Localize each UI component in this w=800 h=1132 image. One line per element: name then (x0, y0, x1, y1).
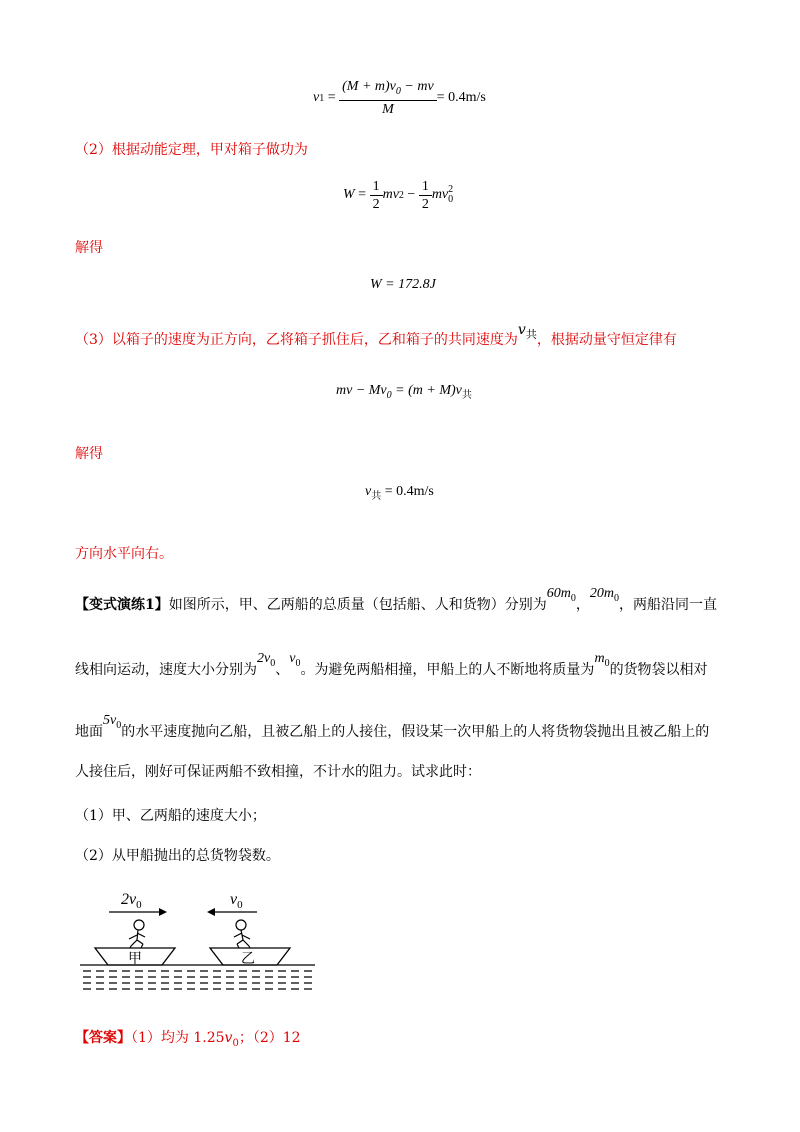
eq-w-half-2-num: 1 (419, 178, 432, 196)
problem-v1-sub: 0 (270, 657, 276, 669)
problem-line-2 (75, 651, 708, 686)
part3-var: v (517, 322, 526, 338)
eq-momentum-lhs-sub: 0 (386, 389, 392, 401)
eq-vgong-lhs: v (365, 484, 372, 499)
problem-m2: 20m (589, 586, 614, 601)
eq-w-minus: − (403, 187, 419, 202)
problem-line1-b: ，两船沿同一直 (619, 597, 717, 613)
problem-v1: 2v (257, 651, 271, 666)
eq-vgong-lhs-sub: 共 (371, 490, 382, 502)
problem-v2: v (289, 651, 296, 666)
eq-w-lhs: W (343, 187, 355, 202)
problem-v2-sub: 0 (295, 657, 301, 669)
eq-w-half-2-den: 2 (421, 196, 429, 212)
eq-v1-den: M (382, 101, 394, 117)
problem-line-4: 人接住后，刚好可保证两船不致相撞，不计水的阻力。试求此时： (75, 764, 481, 780)
answer-var: v (224, 1030, 233, 1046)
problem-line3-a: 地面 (75, 724, 103, 740)
eq-v1-num: (M + m)v (342, 79, 396, 95)
left-person-icon (129, 920, 145, 948)
right-boat-label: 乙 (241, 951, 255, 967)
answer-var-sub: 0 (232, 1037, 239, 1049)
problem-m1-sub: 0 (570, 592, 576, 604)
problem-line-1 (75, 586, 717, 621)
eq-w-term2-sup: 2 (448, 184, 454, 195)
problem-v3: 5v (103, 713, 117, 728)
eq-w-half-1-den: 2 (372, 196, 380, 212)
eq-v1-fraction (339, 78, 437, 118)
problem-comma: ， (575, 597, 590, 613)
right-person-icon (234, 920, 250, 948)
part2-text: （2）根据动能定理，甲对箱子做功为 (75, 142, 308, 158)
eq-momentum-lhs: mv − Mv (336, 383, 387, 398)
eq-momentum-rhs: = (m + M)v (391, 383, 462, 398)
problem-label: 【变式演练1】 (75, 597, 169, 613)
equation-momentum (336, 383, 472, 401)
answer-line (75, 1028, 301, 1054)
equation-v1: v 1 = $\frac{(M + m)v_0 - mv}{M}$ = 0.4m/s (313, 79, 486, 117)
problem-line3-b: 的水平速度抛向乙船，且被乙船上的人接住，假设某一次甲船上的人将货物袋抛出且被乙船上的 (121, 724, 710, 740)
eq-v1-lhs: v (313, 90, 320, 105)
right-speed-label: $v_0$ (230, 891, 243, 911)
part3-before: （3）以箱子的速度为正方向，乙将箱子抓住后，乙和箱子的共同速度为 (75, 332, 518, 348)
eq-w-term2: mv (431, 187, 449, 202)
eq-w-half-1-num: 1 (370, 178, 383, 196)
left-boat-label: 甲 (128, 951, 142, 967)
equation-work: W = $\frac{1}{2}$ mv 2 − $\frac{1}{2}$ mv 2 0 (343, 178, 454, 212)
direction-text: 方向水平向右。 (75, 546, 173, 562)
eq-momentum-rhs-sub: 共 (461, 389, 472, 401)
part3-text (75, 322, 677, 355)
left-speed-label: $2v_0$ (121, 891, 142, 911)
eq-w-half-2 (419, 178, 432, 213)
equation-work-value: W = 172.8J (370, 277, 436, 292)
problem-m2-sub: 0 (614, 592, 619, 604)
eq-w-term1: mv (382, 187, 399, 202)
problem-line1-a: 如图所示，甲、乙两船的总质量（包括船、人和货物）分别为 (168, 597, 547, 613)
part3-after: ，根据动量守恒定律有 (536, 332, 677, 348)
problem-sep: 、 (275, 662, 290, 678)
right-arrow-icon (207, 908, 257, 916)
answer-label: 【答案】 (75, 1030, 131, 1046)
question-1: （1）甲、乙两船的速度大小； (75, 808, 266, 824)
problem-m0: m (594, 651, 605, 666)
solve2-label: 解得 (75, 446, 103, 462)
eq-w-term2-sub: 0 (448, 194, 454, 205)
water-icon (80, 965, 315, 989)
answer-text-b: ；（2）12 (238, 1030, 301, 1046)
problem-line-3 (75, 713, 710, 748)
eq-vgong-rhs: = 0.4m/s (381, 484, 434, 499)
boats-figure (75, 880, 325, 1000)
solve1-label: 解得 (75, 240, 103, 256)
eq-w-half-1 (370, 178, 383, 213)
eq-v1-lhs-sub: 1 (319, 92, 325, 104)
eq-v1-rhs: = 0.4m/s (436, 90, 486, 105)
problem-m1: 60m (546, 586, 571, 601)
answer-text-a: （1）均为 1.25 (131, 1030, 225, 1046)
problem-v3-sub: 0 (116, 719, 122, 731)
eq-v1-num-tail: − mv (400, 79, 434, 95)
problem-line2-b: 。为避免两船相撞，甲船上的人不断地将质量为 (300, 662, 595, 678)
eq-w-term1-sup: 2 (398, 189, 404, 201)
question-2: （2）从甲船抛出的总货物袋数。 (75, 848, 280, 864)
part3-var-sub: 共 (525, 327, 537, 341)
eq-v1-num-sub: 0 (395, 85, 401, 97)
problem-line2-c: 的货物袋以相对 (609, 662, 708, 678)
equation-vgong (365, 484, 434, 502)
problem-m0-sub: 0 (604, 657, 610, 669)
problem-line2-a: 线相向运动，速度大小分别为 (75, 662, 257, 678)
